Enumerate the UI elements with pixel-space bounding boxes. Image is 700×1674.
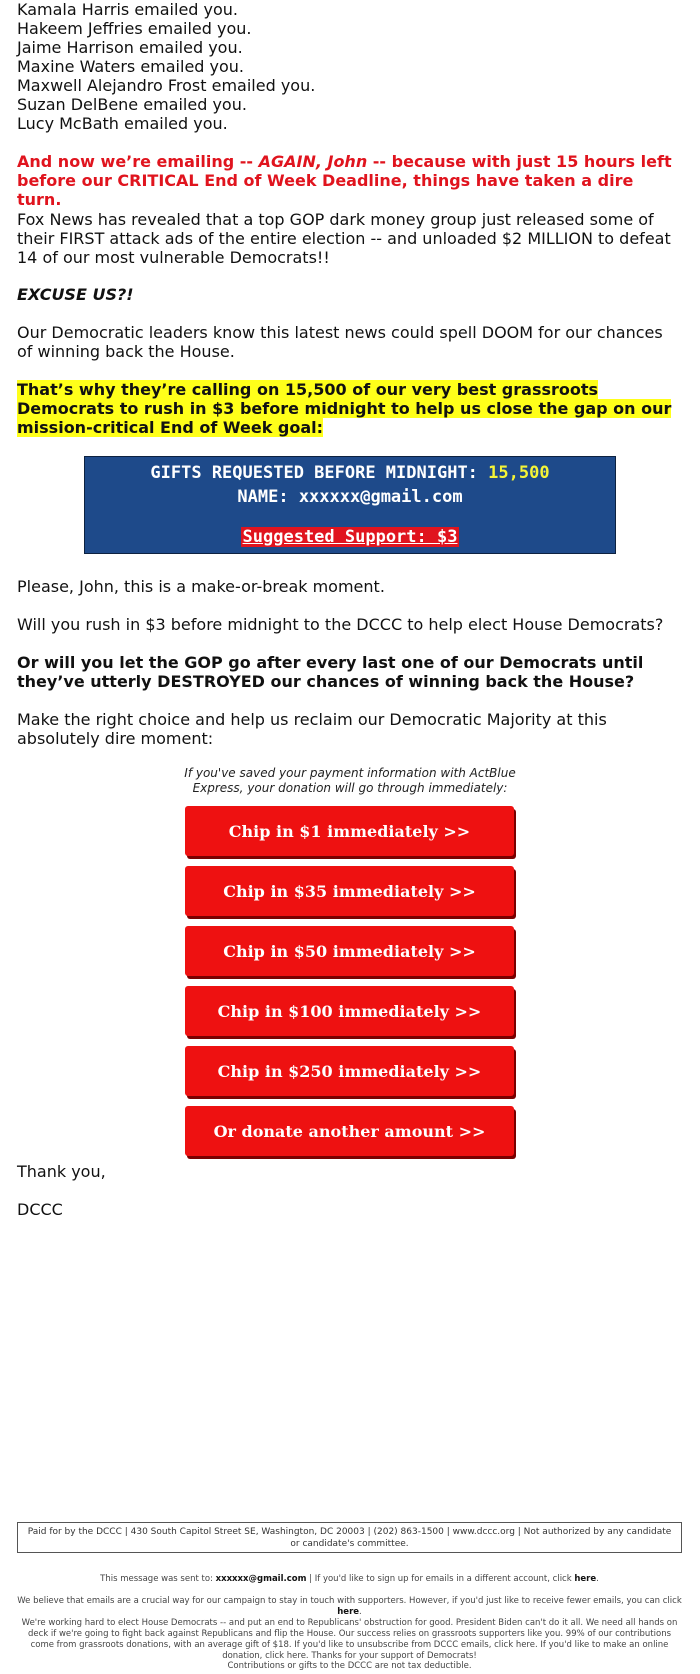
doom-paragraph: Our Democratic leaders know this latest news could spell DOOM for our chances of winning back the House. bbox=[17, 323, 663, 361]
donate-other-amount-button[interactable]: Or donate another amount >> bbox=[185, 1106, 514, 1156]
chip-in-100-button[interactable]: Chip in $100 immediately >> bbox=[185, 986, 514, 1036]
recipient-email: xxxxxx@gmail.com bbox=[215, 1574, 307, 1584]
intro-name-line: Lucy McBath emailed you. bbox=[17, 114, 228, 133]
intro-names bbox=[17, 0, 687, 133]
signature: DCCC bbox=[17, 1200, 63, 1219]
signup-here-link[interactable]: here bbox=[574, 1574, 597, 1584]
rush-in-paragraph: Will you rush in $3 before midnight to the DCCC to help elect House Democrats? bbox=[17, 615, 664, 634]
closing-line: Thank you, bbox=[17, 1162, 106, 1181]
intro-name-line: Jaime Harrison emailed you. bbox=[17, 38, 243, 57]
working-hard-paragraph: We're working hard to elect House Democrats -- and put an end to Republicans' obstruction for good. President Biden can't do it all. We need all hands on deck if we're going to fight back against Republicans and flip the House. Our success relies on grassroots supporters like you. 99% of our contributions come from grassroots donations, with an average gift of $18. If you'd like to unsubscribe from DCCC emails, click here. If you'd like to make an online donation, click here. Thanks for your support of Democrats! bbox=[21, 1618, 678, 1661]
gifts-label: GIFTS REQUESTED BEFORE MIDNIGHT: bbox=[150, 463, 489, 483]
urgent-text-start: And now we’re emailing -- bbox=[17, 152, 259, 171]
make-or-break-paragraph: Please, John, this is a make-or-break moment. bbox=[17, 577, 385, 596]
gifts-requested-box bbox=[84, 456, 616, 554]
chip-in-50-button[interactable]: Chip in $50 immediately >> bbox=[185, 926, 514, 976]
intro-name-line: Suzan DelBene emailed you. bbox=[17, 95, 247, 114]
fewer-emails-text: We believe that emails are a crucial way for our campaign to stay in touch with supporters. However, if you'd just like to receive fewer emails, you can click bbox=[17, 1596, 682, 1606]
name-line: NAME: xxxxxx@gmail.com bbox=[237, 487, 463, 507]
intro-name-line: Kamala Harris emailed you. bbox=[17, 0, 239, 19]
gop-question-paragraph: Or will you let the GOP go after every last one of our Democrats until they’ve utterly DESTROYED our chances of winning back the House? bbox=[17, 653, 644, 691]
gifts-requested-line bbox=[85, 463, 615, 483]
urgent-text-emphasis: AGAIN, John bbox=[258, 152, 368, 171]
call-to-action-paragraph bbox=[17, 380, 683, 437]
actblue-note: If you've saved your payment information with ActBlue Express, your donation will go through immediately: bbox=[184, 766, 516, 795]
intro-name-line: Maxine Waters emailed you. bbox=[17, 57, 245, 76]
gifts-count: 15,500 bbox=[488, 463, 550, 483]
suggested-support-link[interactable]: Suggested Support: $3 bbox=[242, 527, 458, 547]
highlighted-text: That’s why they’re calling on 15,500 of our very best grassroots Democrats to rush in $3 before midnight to help us close the gap on our mission-critical End of Week goal: bbox=[17, 380, 672, 437]
urgent-text-end: -- because with just 15 hours left before our CRITICAL End of Week Deadline, things have taken a dire turn. bbox=[17, 152, 672, 209]
fewer-emails-line: We believe that emails are a crucial way for our campaign to stay in touch with supporters. However, if you'd just like to receive fewer emails, you can click here. bbox=[17, 1596, 682, 1617]
paid-for-disclaimer: Paid for by the DCCC | 430 South Capitol Street SE, Washington, DC 20003 | (202) 863-1500 | www.dccc.org | Not authorized by any candidate or candidate's committee. bbox=[17, 1522, 682, 1553]
chip-in-35-button[interactable]: Chip in $35 immediately >> bbox=[185, 866, 514, 916]
sent-to-line: This message was sent to: xxxxxx@gmail.com | If you'd like to sign up for emails in a different account, click here. bbox=[100, 1574, 599, 1584]
right-choice-paragraph: Make the right choice and help us reclaim our Democratic Majority at this absolutely dire moment: bbox=[17, 710, 607, 748]
sent-to-info: | If you'd like to sign up for emails in a different account, click bbox=[306, 1574, 575, 1584]
intro-name-line: Maxwell Alejandro Frost emailed you. bbox=[17, 76, 316, 95]
intro-name-line: Hakeem Jeffries emailed you. bbox=[17, 19, 252, 38]
sent-to-label: This message was sent to: bbox=[100, 1574, 216, 1584]
tax-deductible-note: Contributions or gifts to the DCCC are not tax deductible. bbox=[227, 1661, 472, 1671]
fox-news-paragraph: Fox News has revealed that a top GOP dark money group just released some of their FIRST attack ads of the entire election -- and unloaded $2 MILLION to defeat 14 of our most vulnerable Democrats!! bbox=[17, 210, 671, 267]
chip-in-1-button[interactable]: Chip in $1 immediately >> bbox=[185, 806, 514, 856]
chip-in-250-button[interactable]: Chip in $250 immediately >> bbox=[185, 1046, 514, 1096]
excuse-us-heading: EXCUSE US?! bbox=[17, 285, 134, 304]
fewer-emails-here-link[interactable]: here bbox=[337, 1607, 360, 1617]
suggested-support bbox=[85, 527, 615, 547]
urgent-paragraph bbox=[17, 152, 683, 209]
